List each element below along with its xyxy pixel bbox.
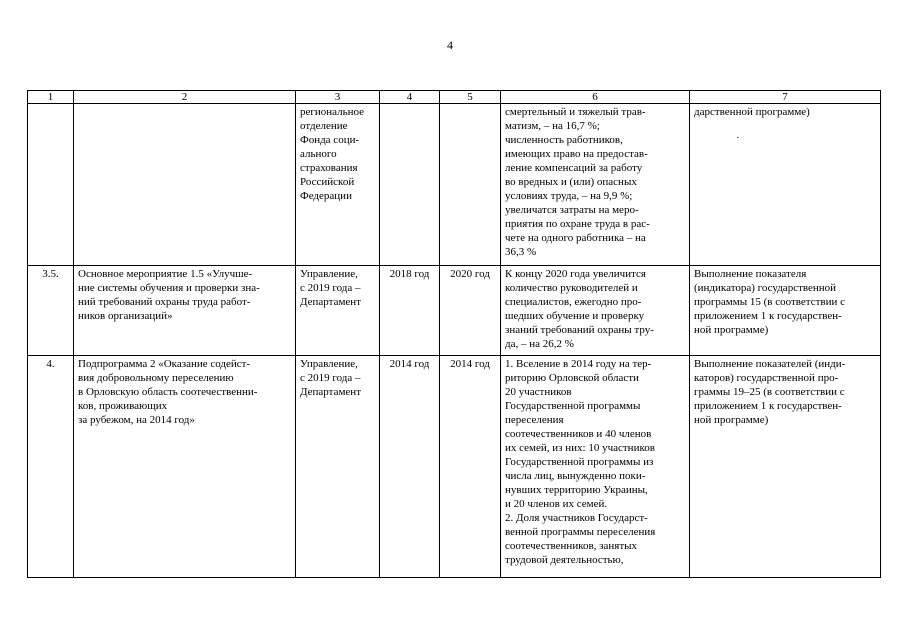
expected-result: К концу 2020 года увеличится количество руководителей и специалистов, ежегодно про- шедших обучение и проверку знаний требований охраны тру- да, – на 26,2 % bbox=[501, 266, 690, 356]
table-row bbox=[28, 266, 881, 356]
responsible-executor: региональное отделение Фонда соци- ального страхования Российской Федерации bbox=[296, 104, 380, 266]
row-number: 3.5. bbox=[28, 266, 74, 356]
end-year: 2020 год bbox=[440, 266, 501, 356]
column-header-4: 4 bbox=[380, 91, 440, 104]
expected-result: смертельный и тяжелый трав- матизм, – на 16,7 %; численность работников, имеющих право на предостав- ление компенсаций за работу во вредных и (или) опасных условиях труда, – на 9,9 %; увеличатся затраты на меро- приятия по охране труда в рас- чете на одного работника – на 36,3 % bbox=[501, 104, 690, 266]
end-year bbox=[440, 104, 501, 266]
row-number: 4. bbox=[28, 356, 74, 578]
responsible-executor: Управление, с 2019 года – Департамент bbox=[296, 356, 380, 578]
expected-result: 1. Вселение в 2014 году на тер- риторию Орловской области 20 участников Государственной программы переселения соотечественников и 40 членов их семей, из них: 10 участников Государственной программы из числа лиц, вынужденно поки- нувших территорию Украины, и 20 членов их семей. 2. Доля участников Государст- венной программы переселения соотечественников, занятых трудовой деятельностью, bbox=[501, 356, 690, 578]
start-year: 2018 год bbox=[380, 266, 440, 356]
column-header-6: 6 bbox=[501, 91, 690, 104]
column-number-row bbox=[28, 91, 881, 104]
column-header-5: 5 bbox=[440, 91, 501, 104]
indicator-link: Выполнение показателей (инди- каторов) государственной про- граммы 19–25 (в соответствии с приложением 1 к государствен- ной программе) bbox=[690, 356, 881, 578]
measure-name: Подпрограмма 2 «Оказание содейст- вия добровольному переселению в Орловскую область соотечественни- ков, проживающих за рубежом, на 2014 год» bbox=[74, 356, 296, 578]
responsible-executor: Управление, с 2019 года – Департамент bbox=[296, 266, 380, 356]
indicator-link-cell bbox=[690, 104, 881, 266]
measure-name: Основное мероприятие 1.5 «Улучше- ние системы обучения и проверки зна- ний требований охраны труда работ- ников организаций» bbox=[74, 266, 296, 356]
page-number: 4 bbox=[447, 38, 453, 52]
end-year: 2014 год bbox=[440, 356, 501, 578]
table-row bbox=[28, 356, 881, 578]
column-header-3: 3 bbox=[296, 91, 380, 104]
column-header-1: 1 bbox=[28, 91, 74, 104]
indicator-link: Выполнение показателя (индикатора) государственной программы 15 (в соответствии с приложением 1 к государствен- ной программе) bbox=[690, 266, 881, 356]
stray-mark: · bbox=[736, 132, 740, 144]
measures-table bbox=[27, 90, 881, 578]
row-number bbox=[28, 104, 74, 266]
start-year bbox=[380, 104, 440, 266]
table-row bbox=[28, 104, 881, 266]
measure-name bbox=[74, 104, 296, 266]
start-year: 2014 год bbox=[380, 356, 440, 578]
column-header-2: 2 bbox=[74, 91, 296, 104]
column-header-7: 7 bbox=[690, 91, 881, 104]
indicator-link: дарственной программе) bbox=[694, 106, 810, 118]
